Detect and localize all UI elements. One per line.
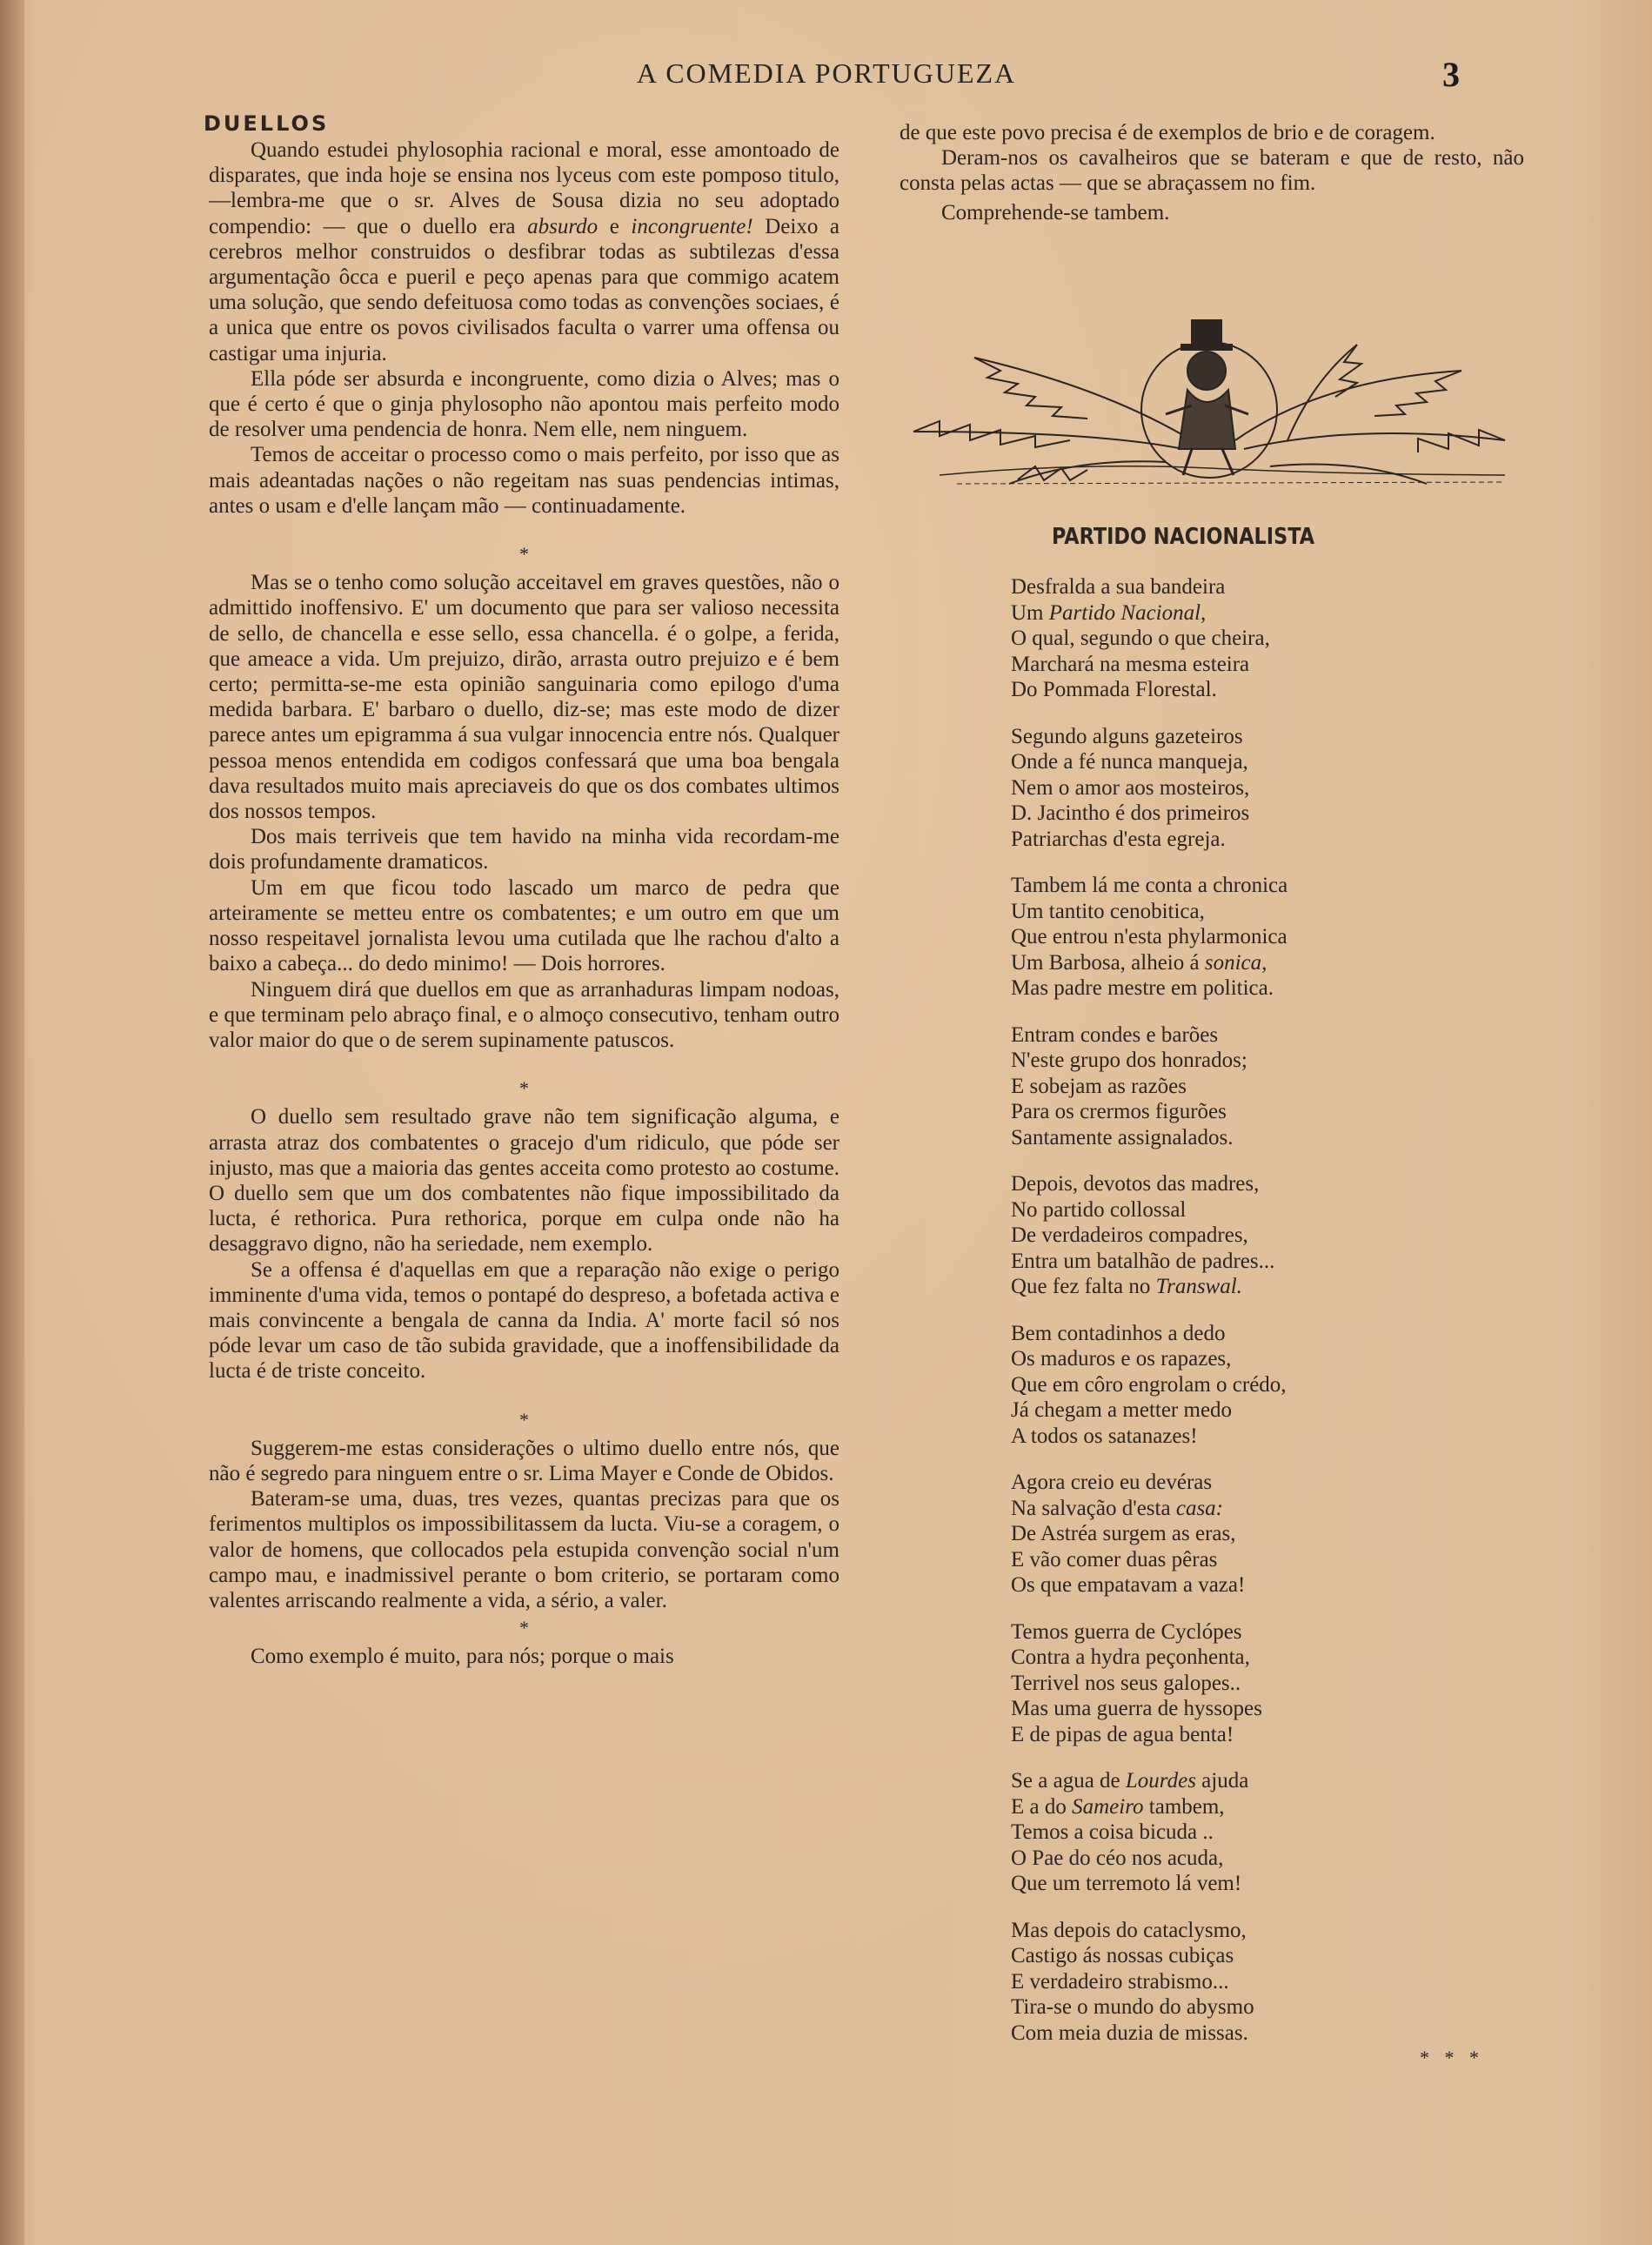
stanza [1011, 1171, 1498, 1300]
verse-line: Depois, devotos das madres, [1011, 1172, 1260, 1196]
verse-line: Os maduros e os rapazes, [1011, 1347, 1232, 1370]
paragraph: Ella póde ser absurda e incongruente, como dizia o Alves; mas o que é certo é que o ginja phylosopho não apontou mais perfeito modo de resolver uma pendencia de honra. Nem elle, nem ninguem. [209, 366, 839, 442]
stanza [1011, 574, 1498, 703]
engraving-illustration [905, 310, 1514, 493]
verse-line: Tira-se o mundo do abysmo [1011, 1995, 1254, 2019]
verse-line: Marchará na mesma esteira [1011, 652, 1250, 676]
verse-line: Temos guerra de Cyclópes [1011, 1619, 1242, 1644]
paragraph: Dos mais terriveis que tem havido na minha vida recordam-me dois profundamente dramaticos. [209, 825, 839, 875]
verse-line: Temos a coisa bicuda .. [1011, 1820, 1214, 1844]
paragraph: O duello sem resultado grave não tem significação alguma, e arrasta atraz dos combatentes o gracejo d'um ridiculo, que póde ser injusto, mas que a maioria das gentes acceita como protesto ao costume. O duello sem que um dos combatentes não fique impossibilitado da lucta, é rethorica. Pura rethorica, porque em culpa onde não ha desaggravo digno, não ha seriedade, nem exemplo. [209, 1105, 839, 1257]
page-binding-edge [0, 0, 24, 2245]
verse-line: Mas uma guerra de hyssopes [1011, 1697, 1262, 1720]
paragraph: Quando estudei phylosophia racional e moral, esse amontoado de disparates, que inda hoje se ensina nos lyceus com este pomposo titulo,—lembra-me que o sr. Alves de Sousa dizia no seu adoptado compendio: — que o duello era absurdo e incongruente! Deixo a cerebros melhor construidos o desfibrar todas as subtilezas d'essa argumentação ôcca e pueril e peço apenas para que commigo acatem uma solução, que sendo defeituosa como todas as convenções sociaes, é a unica que entre os povos civilisados faculta o varrer uma offensa ou castigar uma injuria. [209, 138, 839, 365]
verse-line: E vão comer duas pêras [1011, 1547, 1218, 1572]
verse-line: N'este grupo dos honrados; [1011, 1049, 1247, 1072]
paragraph: Suggerem-me estas considerações o ultimo duello entre nós, que não é segredo para ninguem entre o sr. Lima Mayer e Conde de Obidos. [209, 1436, 839, 1485]
verse-line: Que um terremoto lá vem! [1011, 1872, 1242, 1895]
paragraph: Mas se o tenho como solução acceitavel em graves questões, não o admittido inoffensivo. E' um documento que para ser valioso necessita de sello, de chancella e esse sello, essa chancella. é o golpe, a ferida, que ameace a vida. Um prejuizo, dirão, arrasta outro prejuizo e é bem certo; permitta-se-me esta opinião sanguinaria como epilogo d'uma medida barbara. E' barbaro o duello, diz-se; mas este modo de dizer parece antes um epigramma á sua vulgar innocencia entre nós. Qualquer pessoa menos entendida em codigos confessará que uma boa bengala dava resultados muito mais apreciaveis do que os dos combates ultimos dos nossos tempos. [209, 571, 839, 824]
verse-line: Terrivel nos seus galopes.. [1011, 1671, 1241, 1695]
verse-line: Se a agua de Lourdes ajuda [1011, 1769, 1249, 1793]
verse-line: Que em côro engrolam o crédo, [1011, 1372, 1287, 1397]
verse-line: Patriarchas d'esta egreja. [1011, 827, 1226, 851]
page-number: 3 [1442, 55, 1460, 94]
verse-line: Um Barbosa, alheio á sonica, [1011, 950, 1267, 975]
verse-line: Mas padre mestre em politica. [1011, 976, 1274, 1000]
stanza [1011, 1321, 1498, 1450]
stanza [1011, 1619, 1498, 1748]
verse-line: Entra um batalhão de padres... [1011, 1249, 1275, 1273]
verse-line: Já chegam a metter medo [1011, 1398, 1233, 1422]
verse-line: Santamente assignalados. [1011, 1125, 1234, 1149]
poem-title: PARTIDO NACIONALISTA [1051, 524, 1315, 550]
verse-line: Mas depois do cataclysmo, [1011, 1918, 1247, 1942]
verse-line: E sobejam as razões [1011, 1074, 1187, 1098]
stanza [1011, 1768, 1498, 1897]
article-duellos [204, 110, 839, 1670]
verse-line: Na salvação d'esta casa: [1011, 1496, 1223, 1520]
paragraph: Comprehende-se tambem. [941, 200, 1170, 224]
verse-line: Entram condes e barões [1011, 1022, 1219, 1047]
paragraph: Como exemplo é muito, para nós; porque o mais [251, 1645, 674, 1669]
verse-line: Bem contadinhos a dedo [1011, 1321, 1226, 1345]
verse-line: Um tantito cenobitica, [1011, 899, 1205, 923]
verse-line: Castigo ás nossas cubiças [1011, 1944, 1234, 1967]
verse-line: D. Jacintho é dos primeiros [1011, 801, 1250, 825]
section-title: DUELLOS [204, 111, 330, 136]
paragraph: Temos de acceitar o processo como o mais perfeito, por isso que as mais adeantadas nações o não regeitam nas suas pendencias intimas, antes o usam e d'elle lançam mão — continuadamente. [209, 443, 839, 518]
stanza [1011, 1470, 1498, 1598]
verse-line: Um Partido Nacional, [1011, 600, 1207, 625]
section-separator: * [519, 1077, 529, 1100]
verse-line: Nem o amor aos mosteiros, [1011, 775, 1250, 800]
verse-line: E de pipas de agua benta! [1011, 1722, 1234, 1746]
verse-line: Os que empatavam a vaza! [1011, 1573, 1246, 1597]
section-separator: * [519, 543, 529, 566]
paragraph: Deram-nos os cavalheiros que se bateram e que de resto, não consta pelas actas — que se abraçassem no fim. [900, 146, 1524, 196]
verse-line: E verdadeiro strabismo... [1011, 1969, 1229, 1994]
verse-line: A todos os satanazes! [1011, 1424, 1198, 1448]
paragraph: Bateram-se uma, duas, tres vezes, quantas precizas para que os ferimentos multiplos os impossibilitassem da lucta. Viu-se a coragem, o valor de homens, que collocados pela estupida convenção social n'um campo mau, e inadmissivel perante o bom criterio, se portaram como valentes arriscando realmente a vida, a sério, a valer. [209, 1487, 839, 1612]
paragraph: Um em que ficou todo lascado um marco de pedra que arteiramente se metteu entre os combatentes; e um outro em que um nosso respeitavel jornalista levou uma cutilada que lhe rachou d'alto a baixo a cabeça... do dedo minimo! — Dois horrores. [209, 875, 839, 976]
verse-line: Para os crermos figurões [1011, 1100, 1227, 1123]
newspaper-title: A COMEDIA PORTUGUEZA [636, 57, 1017, 89]
verse-line: De Astréa surgem as eras, [1011, 1522, 1236, 1545]
article-continuation [900, 120, 1524, 225]
verse-line: Com meia duzia de missas. [1011, 2020, 1248, 2045]
verse-line: Segundo alguns gazeteiros [1011, 724, 1243, 748]
verse-line: Do Pommada Florestal. [1011, 678, 1217, 701]
verse-line: E a do Sameiro tambem, [1011, 1794, 1225, 1819]
paragraph: de que este povo precisa é de exemplos de brio e de coragem. [900, 121, 1435, 144]
end-ornament: * * * [1420, 2047, 1484, 2068]
verse-line: Onde a fé nunca manqueja, [1011, 750, 1248, 774]
stanza [1011, 724, 1498, 853]
verse-line: No partido collossal [1011, 1197, 1187, 1222]
verse-line: Que entrou n'esta phylarmonica [1011, 925, 1287, 948]
section-separator: * [519, 1408, 529, 1431]
poem-partido-nacionalista [1011, 574, 1498, 2067]
stanza [1011, 1918, 1498, 2047]
stanza [1011, 1022, 1498, 1151]
stanza [1011, 873, 1498, 1002]
verse-line: Contra a hydra peçonhenta, [1011, 1645, 1250, 1669]
section-separator: * [519, 1617, 529, 1639]
verse-line: Agora creio eu devéras [1011, 1471, 1213, 1494]
verse-line: De verdadeiros compadres, [1011, 1223, 1248, 1247]
verse-line: Tambem lá me conta a chronica [1011, 874, 1288, 897]
verse-line: O qual, segundo o que cheira, [1011, 627, 1270, 650]
verse-line: Que fez falta no Transwal. [1011, 1275, 1242, 1298]
paragraph: Ninguem dirá que duellos em que as arranhaduras limpam nodoas, e que terminam pelo abraço final, e o almoço consecutivo, tenham outro valor maior do que o de serem supinamente patuscos. [209, 977, 839, 1052]
verse-line: O Pae do céo nos acuda, [1011, 1846, 1224, 1870]
paragraph: Se a offensa é d'aquellas em que a reparação não exige o perigo imminente d'uma vida, temos o pontapé do despreso, a bofetada activa e mais convincente a bengala de canna da India. A' morte facil só nos póde levar um caso de tão subida gravidade, que a inoffensibilidade da lucta é de triste conceito. [209, 1257, 839, 1384]
verse-line: Desfralda a sua bandeira [1011, 575, 1226, 599]
